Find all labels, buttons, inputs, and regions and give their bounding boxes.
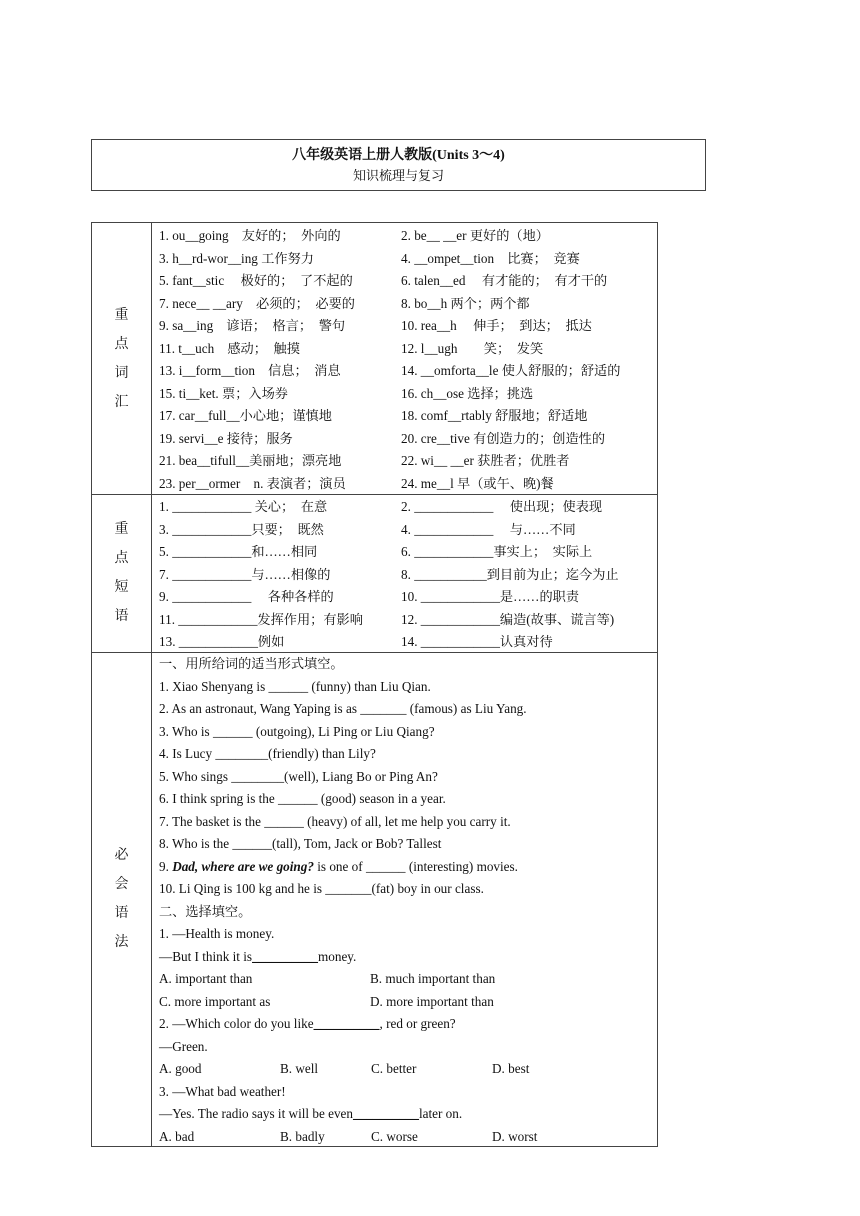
phrase-row — [159, 609, 653, 632]
vocab-label-char: 词 — [114, 365, 129, 381]
phrases-section — [92, 494, 657, 653]
mc-options — [159, 991, 653, 1014]
grammar-label-char: 会 — [114, 877, 129, 892]
vocab-item: 20. cre__tive 有创造力的；创造性的 — [401, 430, 606, 446]
vocab-section — [92, 223, 657, 495]
phrases-label-char: 点 — [114, 551, 129, 566]
grammar-label-char: 语 — [114, 906, 129, 921]
vocab-item: 1. ou__going 友好的； 外向的 — [159, 228, 341, 243]
phrases-label-char: 语 — [114, 609, 129, 624]
vocab-item: 3. h__rd-wor__ing 工作努力 — [159, 250, 314, 266]
vocab-item: 7. nece__ __ary 必须的； 必要的 — [159, 295, 355, 311]
vocab-item: 8. bo__h 两个；两个都 — [401, 295, 530, 311]
vocab-row — [159, 225, 653, 248]
fill-in-item: 3. Who is ______ (outgoing), Li Ping or Liu Qiang? — [159, 723, 435, 739]
vocab-row — [159, 473, 653, 496]
mc-options — [159, 968, 653, 991]
vocab-item: 15. ti__ket. 票；入场券 — [159, 385, 288, 401]
vocab-label — [92, 223, 152, 494]
phrase-item: 8. ___________到目前为止；迄今为止 — [401, 566, 619, 582]
vocab-item: 5. fant__stic 极好的； 了不起的 — [159, 273, 353, 288]
vocab-item: 22. wi__ __er 获胜者；优胜者 — [401, 453, 570, 468]
fill-in-item: 6. I think spring is the ______ (good) season in a year. — [159, 791, 446, 806]
fill-in-item: 5. Who sings ________(well), Liang Bo or Ping An? — [159, 768, 438, 784]
vocab-item: 6. talen__ed 有才能的； 有才干的 — [401, 273, 608, 288]
vocab-item: 11. t__uch 感动； 触摸 — [159, 340, 300, 356]
vocab-row — [159, 450, 653, 473]
option-c: C. worse — [371, 1128, 418, 1144]
vocab-row — [159, 315, 653, 338]
phrase-item: 5. ____________和……相同 — [159, 544, 318, 559]
phrase-item: 2. ____________ 使出现；使表现 — [401, 499, 603, 514]
grammar-label — [92, 652, 152, 1146]
vocab-item: 13. i__form__tion 信息； 消息 — [159, 363, 341, 378]
fill-in-item: 8. Who is the ______(tall), Tom, Jack or Bob? Tallest — [159, 836, 442, 851]
vocab-item: 12. l__ugh 笑； 发笑 — [401, 340, 544, 356]
option-a: A. important than — [159, 971, 253, 986]
fill-in-item: 2. As an astronaut, Wang Yaping is as _______ (famous) as Liu Yang. — [159, 701, 527, 716]
question-number: 9. — [159, 858, 173, 874]
vocab-row — [159, 248, 653, 271]
fill-in-list — [159, 676, 653, 856]
fill-in-item: 1. Xiao Shenyang is ______ (funny) than Liu Qian. — [159, 678, 431, 694]
phrase-row — [159, 496, 653, 519]
option-d: D. more important than — [370, 993, 494, 1009]
phrase-item: 12. ____________编造(故事、谎言等) — [401, 611, 615, 627]
question-text: , red or green? — [379, 1016, 456, 1031]
phrase-item: 13. ____________例如 — [159, 634, 285, 649]
phrase-item: 6. ____________事实上； 实际上 — [401, 544, 593, 559]
question-text: —Yes. The radio says it will be even — [159, 1106, 354, 1121]
phrases-label — [92, 494, 152, 652]
option-d: D. best — [492, 1061, 530, 1076]
mc-question-line — [159, 1103, 653, 1126]
vocab-item: 23. per__ormer n. 表演者；演员 — [159, 475, 346, 491]
fill-in-item: 7. The basket is the ______ (heavy) of all, let me help you carry it. — [159, 813, 511, 829]
question-text: money. — [318, 948, 357, 964]
vocab-label-char: 点 — [114, 336, 129, 352]
phrase-item: 1. ____________ 关心； 在意 — [159, 499, 328, 514]
phrase-row — [159, 541, 653, 564]
vocab-item: 18. comf__rtably 舒服地；舒适地 — [401, 408, 588, 423]
mc-question — [159, 1013, 653, 1036]
vocab-row — [159, 338, 653, 361]
answer-blank: __________ — [353, 1106, 419, 1121]
fill-in-item: 10. Li Qing is 100 kg and he is _______(fat) boy in our class. — [159, 881, 484, 896]
option-b: B. well — [280, 1061, 319, 1076]
phrase-item: 3. ____________只要； 既然 — [159, 521, 324, 537]
option-a: A. good — [159, 1061, 202, 1076]
vocab-item: 10. rea__h 伸手； 到达； 抵达 — [401, 318, 592, 333]
mc-question-line — [159, 946, 653, 969]
question-text: is one of ______ (interesting) movies. — [313, 858, 518, 874]
option-b: B. much important than — [370, 971, 496, 986]
vocab-row — [159, 360, 653, 383]
vocab-row — [159, 383, 653, 406]
option-a: A. bad — [159, 1128, 195, 1144]
review-table — [91, 222, 658, 1147]
vocab-item: 9. sa__ing 谚语； 格言； 警句 — [159, 318, 346, 333]
phrase-item: 4. ____________ 与……不同 — [401, 521, 576, 537]
movie-title: Dad, where are we going? — [172, 858, 314, 874]
phrase-item: 7. ____________与……相像的 — [159, 566, 331, 582]
title-box — [91, 139, 706, 191]
vocab-item: 24. me__l 早（或午、晚)餐 — [401, 475, 554, 491]
phrase-row — [159, 631, 653, 654]
part1-heading: 一、用所给词的适当形式填空。 — [159, 656, 344, 671]
phrases-list — [159, 496, 653, 654]
vocab-row — [159, 293, 653, 316]
vocab-item: 19. servi__e 接待；服务 — [159, 430, 293, 446]
part2-heading: 二、选择填空。 — [159, 903, 252, 919]
document-title: 八年级英语上册人教版(Units 3～4) — [292, 148, 505, 163]
mc-answer-line: —Green. — [159, 1038, 208, 1054]
vocab-row — [159, 428, 653, 451]
question-text: 2. —Which color do you like — [159, 1016, 314, 1031]
answer-blank: __________ — [252, 948, 318, 964]
phrase-item: 10. ____________是……的职责 — [401, 589, 580, 604]
mc-options — [159, 1126, 653, 1149]
vocab-item: 2. be__ __er 更好的（地） — [401, 228, 549, 243]
vocab-label-char: 汇 — [114, 394, 129, 410]
grammar-section — [92, 652, 657, 1146]
phrase-row — [159, 519, 653, 542]
grammar-label-char: 必 — [114, 848, 129, 863]
phrase-item: 14. ____________认真对待 — [401, 634, 553, 649]
fill-in-item: 4. Is Lucy ________(friendly) than Lily? — [159, 746, 376, 761]
option-c: C. better — [371, 1061, 417, 1076]
phrase-row — [159, 586, 653, 609]
question-text: —But I think it is — [159, 948, 253, 964]
vocab-item: 4. __ompet__tion 比赛； 竞赛 — [401, 250, 580, 266]
grammar-label-char: 法 — [114, 935, 129, 950]
vocab-item: 16. ch__ose 选择；挑选 — [401, 385, 534, 401]
vocab-label-char: 重 — [114, 307, 129, 323]
phrase-row — [159, 564, 653, 587]
grammar-content — [159, 653, 653, 1148]
question-text: later on. — [418, 1106, 463, 1121]
mc-question: 1. —Health is money. — [159, 926, 275, 941]
option-d: D. worst — [492, 1128, 538, 1144]
vocab-item: 14. __omforta__le 使人舒服的；舒适的 — [401, 363, 621, 378]
option-c: C. more important as — [159, 993, 271, 1009]
fill-in-item — [159, 856, 653, 879]
answer-blank: __________ — [313, 1016, 380, 1031]
vocab-row — [159, 405, 653, 428]
phrase-item: 9. ____________ 各种各样的 — [159, 589, 334, 604]
option-b: B. badly — [280, 1128, 325, 1144]
vocab-item: 21. bea__tifull__美丽地；漂亮地 — [159, 453, 342, 468]
phrases-label-char: 短 — [114, 580, 129, 595]
vocab-row — [159, 270, 653, 293]
vocab-list — [159, 225, 653, 495]
mc-question: 3. —What bad weather! — [159, 1083, 286, 1099]
mc-options — [159, 1058, 653, 1081]
vocab-item: 17. car__full__小心地；谨慎地 — [159, 408, 332, 423]
document-subtitle: 知识梳理与复习 — [352, 168, 444, 183]
phrases-label-char: 重 — [114, 522, 129, 537]
phrase-item: 11. ____________发挥作用；有影响 — [159, 611, 363, 627]
